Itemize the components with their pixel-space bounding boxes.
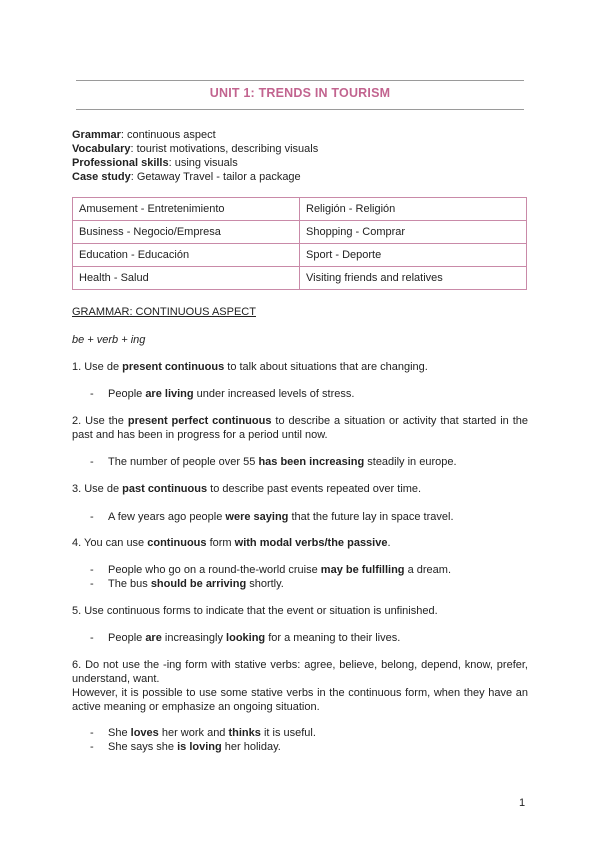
unit-overview <box>72 128 532 184</box>
page-number: 1 <box>519 797 526 809</box>
motivations-table <box>72 197 527 290</box>
grammar-formula: be + verb + ing <box>72 334 146 346</box>
table-cell: Sport - Deporte <box>300 244 527 267</box>
grammar-line: Grammar: continuous aspect <box>72 129 216 141</box>
example-4b: - The bus should be arriving shortly. <box>90 578 284 590</box>
example-6b: - She says she is loving her holiday. <box>90 741 281 753</box>
table-cell: Business - Negocio/Empresa <box>73 221 300 244</box>
vocabulary-line: Vocabulary: tourist motivations, describing visuals <box>72 143 319 155</box>
rule-5: 5. Use continuous forms to indicate that the event or situation is unfinished. <box>72 605 438 617</box>
table-row <box>73 267 527 290</box>
top-rule <box>76 80 524 81</box>
rule-6: 6. Do not use the -ing form with stative verbs: agree, believe, belong, depend, know, prefer, understand, want. However, it is possible to use some stative verbs in the continuous form, when they have an active meaning or emphasize an ongoing situation. <box>72 659 528 713</box>
rule-1: 1. Use de present continuous to talk about situations that are changing. <box>72 361 428 373</box>
table-row <box>73 244 527 267</box>
bottom-rule <box>76 109 524 110</box>
table-row <box>73 198 527 221</box>
example-5: - People are increasingly looking for a meaning to their lives. <box>90 632 401 644</box>
table-cell: Education - Educación <box>73 244 300 267</box>
example-4a: - People who go on a round-the-world cruise may be fulfilling a dream. <box>90 564 451 576</box>
example-3: - A few years ago people were saying that the future lay in space travel. <box>90 511 454 523</box>
table-cell: Amusement - Entretenimiento <box>73 198 300 221</box>
rule-4: 4. You can use continuous form with modal verbs/the passive. <box>72 537 391 549</box>
table-cell: Religión - Religión <box>300 198 527 221</box>
table-cell: Shopping - Comprar <box>300 221 527 244</box>
skills-line: Professional skills: using visuals <box>72 157 238 169</box>
table-cell: Health - Salud <box>73 267 300 290</box>
case-study-line: Case study: Getaway Travel - tailor a package <box>72 171 301 183</box>
table-row <box>73 221 527 244</box>
grammar-heading: GRAMMAR: CONTINUOUS ASPECT <box>72 306 256 318</box>
example-6a: - She loves her work and thinks it is useful. <box>90 727 316 739</box>
rule-2: 2. Use the present perfect continuous to describe a situation or activity that started in the past and has been in progress for a period until now. <box>72 415 528 441</box>
example-1: - People are living under increased levels of stress. <box>90 388 355 400</box>
example-2: - The number of people over 55 has been increasing steadily in europe. <box>90 456 457 468</box>
table-cell: Visiting friends and relatives <box>300 267 527 290</box>
unit-title: UNIT 1: TRENDS IN TOURISM <box>209 86 391 100</box>
rule-3: 3. Use de past continuous to describe past events repeated over time. <box>72 483 422 495</box>
